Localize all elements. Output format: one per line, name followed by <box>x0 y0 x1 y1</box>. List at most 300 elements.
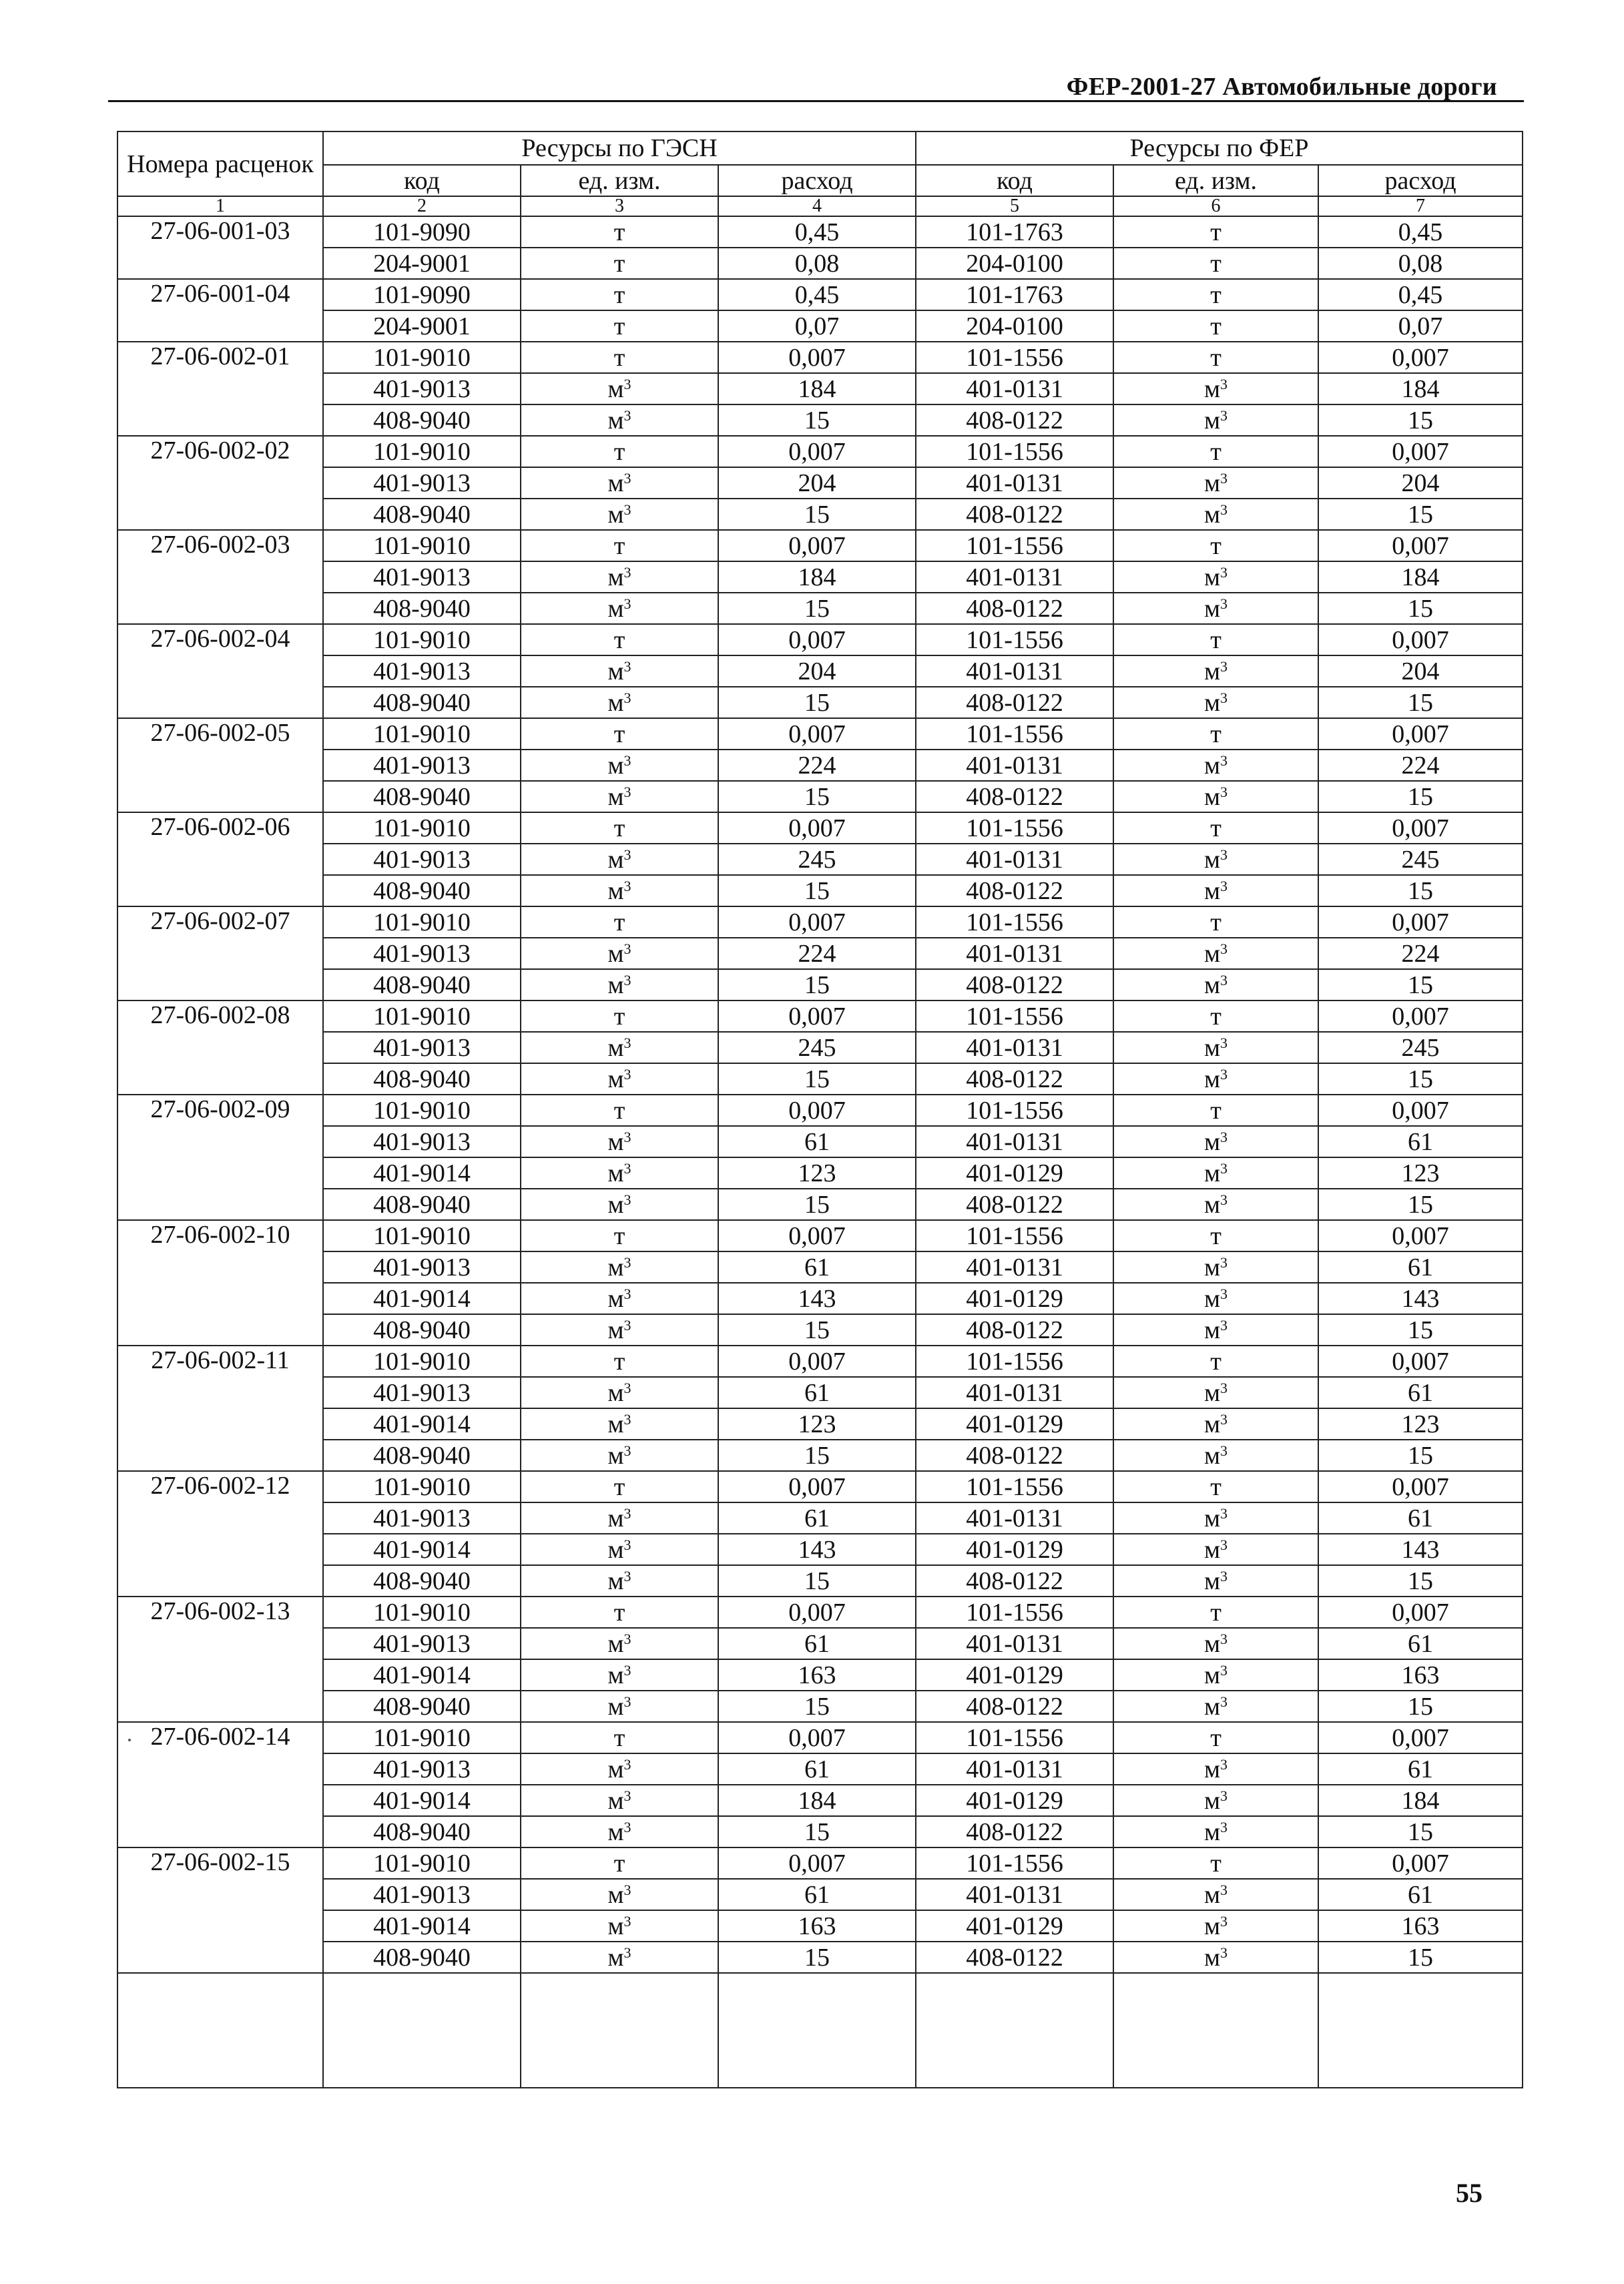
fer-code-cell: 401-0131 <box>916 844 1113 875</box>
gesn-unit-cell: $м^3$ <box>521 1063 718 1095</box>
table-row <box>117 342 1523 373</box>
fer-code-cell: 401-0131 <box>916 750 1113 781</box>
fer-unit-cell: $м^3$ <box>1113 1251 1318 1283</box>
fer-unit-cell: $м^3$ <box>1113 1785 1318 1816</box>
table-row <box>117 1377 1523 1408</box>
fer-unit-cell: т <box>1113 624 1318 655</box>
fer-code-cell: 101-1556 <box>916 1095 1113 1126</box>
fer-code-cell: 101-1556 <box>916 1597 1113 1628</box>
table-row <box>117 1220 1523 1251</box>
fer-qty-cell: 61 <box>1318 1377 1523 1408</box>
fer-unit-cell: $м^3$ <box>1113 1565 1318 1597</box>
empty-cell <box>521 1973 718 2088</box>
fer-unit-cell: $м^3$ <box>1113 1314 1318 1346</box>
table-row <box>117 373 1523 404</box>
gesn-unit-cell: т <box>521 1847 718 1879</box>
fer-code-cell: 101-1556 <box>916 1847 1113 1879</box>
table-row <box>117 1440 1523 1471</box>
fer-qty-cell: 245 <box>1318 1032 1523 1063</box>
gesn-qty-cell: 123 <box>718 1157 916 1189</box>
fer-code-cell: 101-1556 <box>916 1471 1113 1502</box>
fer-qty-cell: 61 <box>1318 1628 1523 1659</box>
rate-number-cell: 27-06-002-15 <box>117 1847 323 1973</box>
fer-qty-cell: 15 <box>1318 1816 1523 1847</box>
table-row <box>117 624 1523 655</box>
fer-code-cell: 401-0131 <box>916 938 1113 969</box>
header-fer-code: код <box>916 165 1113 196</box>
fer-unit-cell: $м^3$ <box>1113 1534 1318 1565</box>
fer-unit-cell: $м^3$ <box>1113 1408 1318 1440</box>
gesn-code-cell: 408-9040 <box>323 1942 521 1973</box>
gesn-qty-cell: 184 <box>718 373 916 404</box>
gesn-code-cell: 401-9013 <box>323 1628 521 1659</box>
gesn-code-cell: 204-9001 <box>323 310 521 342</box>
fer-code-cell: 204-0100 <box>916 310 1113 342</box>
fer-unit-cell: т <box>1113 279 1318 310</box>
table-row <box>117 1753 1523 1785</box>
fer-qty-cell: 224 <box>1318 750 1523 781</box>
fer-qty-cell: 61 <box>1318 1126 1523 1157</box>
gesn-qty-cell: 163 <box>718 1659 916 1691</box>
fer-code-cell: 408-0122 <box>916 499 1113 530</box>
gesn-code-cell: 408-9040 <box>323 875 521 906</box>
header-row-subcolumns <box>117 165 1523 196</box>
fer-unit-cell: $м^3$ <box>1113 1691 1318 1722</box>
gesn-code-cell: 401-9014 <box>323 1785 521 1816</box>
fer-code-cell: 408-0122 <box>916 1314 1113 1346</box>
table-row <box>117 906 1523 938</box>
fer-code-cell: 401-0129 <box>916 1283 1113 1314</box>
gesn-unit-cell: $м^3$ <box>521 1157 718 1189</box>
fer-code-cell: 401-0129 <box>916 1910 1113 1942</box>
gesn-qty-cell: 0,007 <box>718 1847 916 1879</box>
fer-qty-cell: 15 <box>1318 1565 1523 1597</box>
gesn-qty-cell: 0,007 <box>718 624 916 655</box>
column-number: 1 <box>117 196 323 216</box>
gesn-unit-cell: $м^3$ <box>521 1314 718 1346</box>
gesn-code-cell: 101-9010 <box>323 1346 521 1377</box>
table-row <box>117 1565 1523 1597</box>
fer-code-cell: 101-1556 <box>916 718 1113 750</box>
gesn-unit-cell: $м^3$ <box>521 1691 718 1722</box>
fer-code-cell: 401-0129 <box>916 1659 1113 1691</box>
table-row <box>117 655 1523 687</box>
gesn-unit-cell: $м^3$ <box>521 1910 718 1942</box>
gesn-code-cell: 408-9040 <box>323 1565 521 1597</box>
column-number: 3 <box>521 196 718 216</box>
fer-unit-cell: $м^3$ <box>1113 1377 1318 1408</box>
fer-code-cell: 101-1556 <box>916 530 1113 561</box>
fer-qty-cell: 0,007 <box>1318 1722 1523 1753</box>
gesn-code-cell: 101-9010 <box>323 1471 521 1502</box>
gesn-unit-cell: $м^3$ <box>521 1942 718 1973</box>
header-gesn-consumption: расход <box>718 165 916 196</box>
fer-qty-cell: 245 <box>1318 844 1523 875</box>
gesn-qty-cell: 15 <box>718 404 916 436</box>
gesn-code-cell: 408-9040 <box>323 1816 521 1847</box>
fer-code-cell: 408-0122 <box>916 1189 1113 1220</box>
gesn-qty-cell: 143 <box>718 1283 916 1314</box>
gesn-qty-cell: 61 <box>718 1879 916 1910</box>
gesn-unit-cell: $м^3$ <box>521 1879 718 1910</box>
gesn-code-cell: 401-9013 <box>323 1502 521 1534</box>
gesn-unit-cell: т <box>521 310 718 342</box>
fer-code-cell: 101-1556 <box>916 624 1113 655</box>
fer-unit-cell: $м^3$ <box>1113 875 1318 906</box>
fer-code-cell: 401-0131 <box>916 1628 1113 1659</box>
gesn-qty-cell: 61 <box>718 1628 916 1659</box>
gesn-qty-cell: 0,007 <box>718 1722 916 1753</box>
fer-unit-cell: $м^3$ <box>1113 1283 1318 1314</box>
table-row <box>117 467 1523 499</box>
gesn-unit-cell: $м^3$ <box>521 938 718 969</box>
rate-number-cell: 27-06-002-01 <box>117 342 323 436</box>
gesn-unit-cell: т <box>521 624 718 655</box>
gesn-code-cell: 401-9013 <box>323 655 521 687</box>
gesn-qty-cell: 61 <box>718 1502 916 1534</box>
gesn-unit-cell: $м^3$ <box>521 1628 718 1659</box>
fer-code-cell: 401-0131 <box>916 655 1113 687</box>
gesn-qty-cell: 204 <box>718 467 916 499</box>
table-row <box>117 1032 1523 1063</box>
gesn-code-cell: 408-9040 <box>323 1063 521 1095</box>
gesn-unit-cell: т <box>521 216 718 248</box>
gesn-qty-cell: 0,007 <box>718 1001 916 1032</box>
fer-qty-cell: 15 <box>1318 1440 1523 1471</box>
fer-unit-cell: $м^3$ <box>1113 373 1318 404</box>
table-row <box>117 310 1523 342</box>
fer-qty-cell: 0,007 <box>1318 718 1523 750</box>
gesn-unit-cell: т <box>521 530 718 561</box>
fer-unit-cell: т <box>1113 216 1318 248</box>
fer-qty-cell: 0,007 <box>1318 1346 1523 1377</box>
fer-code-cell: 401-0131 <box>916 467 1113 499</box>
gesn-unit-cell: т <box>521 1597 718 1628</box>
gesn-unit-cell: $м^3$ <box>521 1283 718 1314</box>
gesn-code-cell: 408-9040 <box>323 404 521 436</box>
table-row <box>117 812 1523 844</box>
gesn-code-cell: 408-9040 <box>323 1440 521 1471</box>
fer-unit-cell: т <box>1113 310 1318 342</box>
fer-unit-cell: $м^3$ <box>1113 1126 1318 1157</box>
gesn-qty-cell: 61 <box>718 1126 916 1157</box>
fer-unit-cell: $м^3$ <box>1113 467 1318 499</box>
table-row <box>117 1157 1523 1189</box>
rate-number-cell: 27-06-002-10 <box>117 1220 323 1346</box>
fer-qty-cell: 184 <box>1318 373 1523 404</box>
gesn-code-cell: 401-9014 <box>323 1659 521 1691</box>
resources-table <box>117 131 1523 2088</box>
fer-qty-cell: 0,07 <box>1318 310 1523 342</box>
fer-code-cell: 101-1556 <box>916 812 1113 844</box>
gesn-unit-cell: $м^3$ <box>521 1377 718 1408</box>
empty-cell <box>323 1973 521 2088</box>
fer-unit-cell: $м^3$ <box>1113 1063 1318 1095</box>
fer-code-cell: 401-0131 <box>916 1502 1113 1534</box>
gesn-code-cell: 101-9010 <box>323 436 521 467</box>
gesn-code-cell: 401-9014 <box>323 1910 521 1942</box>
fer-code-cell: 101-1556 <box>916 1722 1113 1753</box>
gesn-unit-cell: т <box>521 718 718 750</box>
gesn-qty-cell: 15 <box>718 969 916 1001</box>
gesn-code-cell: 401-9013 <box>323 1879 521 1910</box>
fer-code-cell: 408-0122 <box>916 1691 1113 1722</box>
fer-unit-cell: $м^3$ <box>1113 1879 1318 1910</box>
rate-number-cell: 27-06-001-04 <box>117 279 323 342</box>
gesn-qty-cell: 0,007 <box>718 812 916 844</box>
fer-unit-cell: т <box>1113 1346 1318 1377</box>
empty-cell <box>1113 1973 1318 2088</box>
gesn-qty-cell: 15 <box>718 1691 916 1722</box>
table-row <box>117 1628 1523 1659</box>
page-number: 55 <box>1456 2178 1482 2208</box>
gesn-qty-cell: 15 <box>718 1565 916 1597</box>
gesn-code-cell: 408-9040 <box>323 499 521 530</box>
fer-code-cell: 401-0129 <box>916 1157 1113 1189</box>
fer-unit-cell: $м^3$ <box>1113 687 1318 718</box>
gesn-qty-cell: 204 <box>718 655 916 687</box>
empty-cell <box>718 1973 916 2088</box>
gesn-unit-cell: $м^3$ <box>521 404 718 436</box>
fer-code-cell: 408-0122 <box>916 781 1113 812</box>
fer-qty-cell: 15 <box>1318 593 1523 624</box>
fer-code-cell: 401-0131 <box>916 1753 1113 1785</box>
fer-code-cell: 408-0122 <box>916 969 1113 1001</box>
fer-code-cell: 401-0131 <box>916 1879 1113 1910</box>
fer-unit-cell: $м^3$ <box>1113 969 1318 1001</box>
gesn-code-cell: 101-9010 <box>323 624 521 655</box>
gesn-qty-cell: 184 <box>718 1785 916 1816</box>
gesn-code-cell: 401-9013 <box>323 561 521 593</box>
gesn-unit-cell: $м^3$ <box>521 1753 718 1785</box>
fer-qty-cell: 15 <box>1318 781 1523 812</box>
fer-code-cell: 101-1556 <box>916 436 1113 467</box>
fer-code-cell: 401-0129 <box>916 1785 1113 1816</box>
table-row <box>117 404 1523 436</box>
gesn-qty-cell: 0,007 <box>718 906 916 938</box>
gesn-unit-cell: т <box>521 1346 718 1377</box>
gesn-code-cell: 101-9010 <box>323 1597 521 1628</box>
gesn-qty-cell: 123 <box>718 1408 916 1440</box>
fer-unit-cell: $м^3$ <box>1113 781 1318 812</box>
gesn-unit-cell: $м^3$ <box>521 781 718 812</box>
fer-unit-cell: т <box>1113 1220 1318 1251</box>
gesn-code-cell: 401-9013 <box>323 1032 521 1063</box>
gesn-qty-cell: 15 <box>718 1314 916 1346</box>
gesn-qty-cell: 15 <box>718 593 916 624</box>
fer-qty-cell: 61 <box>1318 1879 1523 1910</box>
table-row <box>117 248 1523 279</box>
fer-qty-cell: 0,007 <box>1318 1001 1523 1032</box>
table-row <box>117 1283 1523 1314</box>
header-gesn-unit: ед. изм. <box>521 165 718 196</box>
fer-code-cell: 101-1556 <box>916 1001 1113 1032</box>
rate-number-cell: 27-06-002-03 <box>117 530 323 624</box>
rate-number-cell: 27-06-002-02 <box>117 436 323 530</box>
fer-qty-cell: 184 <box>1318 1785 1523 1816</box>
fer-qty-cell: 123 <box>1318 1408 1523 1440</box>
rate-number-cell: 27-06-002-08 <box>117 1001 323 1095</box>
fer-unit-cell: $м^3$ <box>1113 404 1318 436</box>
fer-code-cell: 408-0122 <box>916 1565 1113 1597</box>
column-number: 4 <box>718 196 916 216</box>
fer-code-cell: 401-0129 <box>916 1408 1113 1440</box>
table-row <box>117 561 1523 593</box>
fer-qty-cell: 61 <box>1318 1502 1523 1534</box>
scan-dot <box>128 1739 131 1741</box>
fer-code-cell: 408-0122 <box>916 593 1113 624</box>
fer-unit-cell: $м^3$ <box>1113 561 1318 593</box>
column-number: 5 <box>916 196 1113 216</box>
header-row-column-numbers <box>117 196 1523 216</box>
gesn-code-cell: 401-9013 <box>323 373 521 404</box>
gesn-code-cell: 408-9040 <box>323 687 521 718</box>
gesn-qty-cell: 0,08 <box>718 248 916 279</box>
table-row <box>117 750 1523 781</box>
gesn-qty-cell: 224 <box>718 938 916 969</box>
gesn-qty-cell: 0,007 <box>718 436 916 467</box>
fer-qty-cell: 143 <box>1318 1534 1523 1565</box>
gesn-qty-cell: 245 <box>718 844 916 875</box>
gesn-qty-cell: 15 <box>718 1189 916 1220</box>
gesn-code-cell: 401-9014 <box>323 1408 521 1440</box>
gesn-code-cell: 101-9090 <box>323 279 521 310</box>
gesn-qty-cell: 224 <box>718 750 916 781</box>
header-gesn-code: код <box>323 165 521 196</box>
fer-unit-cell: т <box>1113 906 1318 938</box>
fer-code-cell: 101-1763 <box>916 279 1113 310</box>
header-fer-consumption: расход <box>1318 165 1523 196</box>
gesn-unit-cell: $м^3$ <box>521 561 718 593</box>
fer-unit-cell: $м^3$ <box>1113 844 1318 875</box>
table-row <box>117 1691 1523 1722</box>
gesn-unit-cell: $м^3$ <box>521 875 718 906</box>
gesn-qty-cell: 0,45 <box>718 279 916 310</box>
header-row-groups <box>117 131 1523 165</box>
header-rule <box>108 100 1524 102</box>
table-row <box>117 1785 1523 1816</box>
fer-code-cell: 408-0122 <box>916 1440 1113 1471</box>
table-row <box>117 1471 1523 1502</box>
fer-unit-cell: т <box>1113 530 1318 561</box>
gesn-code-cell: 401-9013 <box>323 938 521 969</box>
table-row <box>117 1722 1523 1753</box>
rate-number-cell: 27-06-002-14 <box>117 1722 323 1847</box>
fer-unit-cell: $м^3$ <box>1113 655 1318 687</box>
table-row <box>117 593 1523 624</box>
table-row <box>117 279 1523 310</box>
gesn-unit-cell: т <box>521 342 718 373</box>
gesn-unit-cell: т <box>521 1722 718 1753</box>
fer-unit-cell: $м^3$ <box>1113 593 1318 624</box>
gesn-code-cell: 401-9014 <box>323 1157 521 1189</box>
fer-code-cell: 401-0131 <box>916 373 1113 404</box>
column-number: 6 <box>1113 196 1318 216</box>
gesn-code-cell: 101-9010 <box>323 718 521 750</box>
fer-unit-cell: $м^3$ <box>1113 1157 1318 1189</box>
gesn-code-cell: 408-9040 <box>323 1189 521 1220</box>
gesn-unit-cell: т <box>521 1095 718 1126</box>
fer-qty-cell: 0,45 <box>1318 216 1523 248</box>
fer-unit-cell: $м^3$ <box>1113 1942 1318 1973</box>
gesn-qty-cell: 15 <box>718 875 916 906</box>
table-row <box>117 969 1523 1001</box>
table-row <box>117 875 1523 906</box>
fer-unit-cell: т <box>1113 248 1318 279</box>
gesn-unit-cell: т <box>521 1001 718 1032</box>
fer-qty-cell: 15 <box>1318 1189 1523 1220</box>
fer-qty-cell: 0,007 <box>1318 624 1523 655</box>
rate-number-cell: 27-06-002-09 <box>117 1095 323 1220</box>
gesn-unit-cell: т <box>521 279 718 310</box>
table-row <box>117 844 1523 875</box>
gesn-qty-cell: 184 <box>718 561 916 593</box>
rate-number-cell: 27-06-002-05 <box>117 718 323 812</box>
table-header <box>117 131 1523 216</box>
gesn-code-cell: 101-9010 <box>323 906 521 938</box>
fer-code-cell: 401-0131 <box>916 561 1113 593</box>
fer-qty-cell: 0,007 <box>1318 436 1523 467</box>
gesn-code-cell: 401-9013 <box>323 1251 521 1283</box>
rate-number-cell: 27-06-002-12 <box>117 1471 323 1597</box>
table-row <box>117 436 1523 467</box>
table-row <box>117 1942 1523 1973</box>
gesn-qty-cell: 0,45 <box>718 216 916 248</box>
gesn-unit-cell: $м^3$ <box>521 1816 718 1847</box>
fer-code-cell: 401-0131 <box>916 1377 1113 1408</box>
gesn-code-cell: 101-9010 <box>323 812 521 844</box>
table-row <box>117 1408 1523 1440</box>
gesn-unit-cell: $м^3$ <box>521 373 718 404</box>
gesn-qty-cell: 15 <box>718 687 916 718</box>
fer-unit-cell: т <box>1113 718 1318 750</box>
gesn-unit-cell: $м^3$ <box>521 1251 718 1283</box>
table-row <box>117 718 1523 750</box>
table-row <box>117 1251 1523 1283</box>
gesn-code-cell: 204-9001 <box>323 248 521 279</box>
gesn-qty-cell: 163 <box>718 1910 916 1942</box>
fer-qty-cell: 0,45 <box>1318 279 1523 310</box>
gesn-code-cell: 401-9013 <box>323 1753 521 1785</box>
table-row <box>117 1879 1523 1910</box>
fer-unit-cell: $м^3$ <box>1113 1753 1318 1785</box>
rate-number-cell: 27-06-001-03 <box>117 216 323 279</box>
rate-number-cell: 27-06-002-13 <box>117 1597 323 1722</box>
fer-unit-cell: $м^3$ <box>1113 750 1318 781</box>
fer-unit-cell: $м^3$ <box>1113 1910 1318 1942</box>
gesn-unit-cell: $м^3$ <box>521 844 718 875</box>
fer-unit-cell: $м^3$ <box>1113 1502 1318 1534</box>
table-body <box>117 216 1523 2088</box>
fer-code-cell: 101-1556 <box>916 1220 1113 1251</box>
gesn-unit-cell: $м^3$ <box>521 1659 718 1691</box>
gesn-qty-cell: 0,007 <box>718 1095 916 1126</box>
gesn-qty-cell: 0,007 <box>718 1471 916 1502</box>
rate-number-cell: 27-06-002-07 <box>117 906 323 1001</box>
fer-code-cell: 401-0131 <box>916 1032 1113 1063</box>
gesn-unit-cell: $м^3$ <box>521 593 718 624</box>
gesn-code-cell: 101-9010 <box>323 1001 521 1032</box>
table-row <box>117 1502 1523 1534</box>
gesn-code-cell: 408-9040 <box>323 593 521 624</box>
fer-code-cell: 101-1556 <box>916 906 1113 938</box>
fer-qty-cell: 15 <box>1318 969 1523 1001</box>
table-row <box>117 1910 1523 1942</box>
gesn-code-cell: 101-9010 <box>323 1847 521 1879</box>
fer-code-cell: 408-0122 <box>916 404 1113 436</box>
fer-unit-cell: т <box>1113 1597 1318 1628</box>
gesn-qty-cell: 15 <box>718 1942 916 1973</box>
